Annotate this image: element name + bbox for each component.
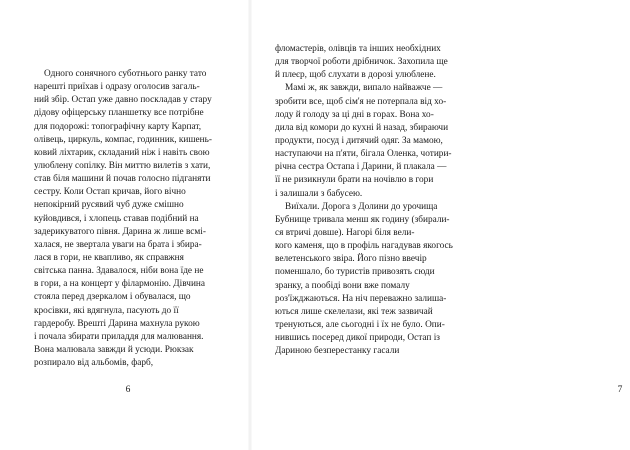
text-line: для подорожі: топографічну карту Карпат, <box>34 121 202 132</box>
text-line: ний збір. Остап уже давно поскладав у стару <box>34 95 212 106</box>
text-line: Бубнище тривала менш як годину (збирали- <box>275 214 450 225</box>
text-line: наступаючи на п'яти, бігала Оленка, чотири- <box>275 149 452 160</box>
text-line: для творчої роботи дрібничок. Захопила ще <box>275 57 448 68</box>
text-line: Мамі ж, як завжди, випало найважче — <box>285 83 443 94</box>
text-line: ся втричі довше). Нагорі біля вели- <box>275 227 415 238</box>
text-line: олівець, циркуль, компас, годинник, кишень- <box>34 134 212 145</box>
left-page <box>0 0 250 450</box>
right-page-text <box>275 43 465 358</box>
text-line: дідову офіцерську планшетку все потрібне <box>34 108 204 119</box>
text-line: продукти, посуд і дитячий одяг. За мамою, <box>275 135 443 146</box>
text-line: халася, не звертала уваги на брата і збира- <box>34 239 202 250</box>
text-line: її не ризикнули брати на ночівлю в гори <box>275 175 434 186</box>
text-line: ються лише скелелази, які теж зазвичай <box>275 306 433 317</box>
text-line: Вона малювала завжди й усюди. Рюкзак <box>34 344 194 355</box>
text-line: стояла перед дзеркалом і обувалася, що <box>34 292 191 303</box>
text-line: розпирало від альбомів, фарб, <box>34 358 154 369</box>
text-line: лася в гори, не квапливо, як справжня <box>34 252 184 263</box>
text-line: зробити все, щоб сім'я не потерпала від хо- <box>275 96 447 107</box>
text-line: кого каменя, що в профіль нагадував якогось <box>275 241 453 252</box>
text-line: і почала збирати приладдя для малювання. <box>34 331 204 342</box>
text-line: і залишали з бабусею. <box>275 188 363 199</box>
text-line: велетенського звіра. Його пізно ввечір <box>275 254 427 265</box>
text-line: зранку, а пообіді вони вже помалу <box>275 280 410 291</box>
text-line: нившись посеред дикої природи, Остап із <box>275 333 440 344</box>
text-line: гардеробу. Врешті Дарина махнула рукою <box>34 318 200 329</box>
left-page-number: 6 <box>125 385 131 395</box>
text-line: річна сестра Остапа і Дарини, й плакала — <box>275 162 447 173</box>
text-line: ковий ліхтарик, складаний ніж і навіть свою <box>34 147 210 158</box>
text-line: нарешті приїхав і одразу оголосив загаль- <box>34 82 200 93</box>
text-line: фломастерів, олівців та інших необхідних <box>275 44 441 54</box>
right-page-number: 7 <box>617 385 623 395</box>
text-line: лоду й голоду за ці дні в горах. Вона хо- <box>275 109 434 120</box>
text-line: Виїхали. Дорога з Долини до урочища <box>285 201 438 212</box>
left-page-text <box>34 68 223 370</box>
text-line: сестру. Коли Остап кричав, його вічно <box>34 187 186 198</box>
text-line: тренуються, але сьогодні і їх не було. Опи- <box>275 319 445 330</box>
text-line: в гори, а на концерт у філармонію. Дівчина <box>34 279 206 290</box>
text-line: непокірний русявий чуб дуже смішно <box>34 200 184 211</box>
text-line: дила від комори до кухні й назад, збираючи <box>275 122 449 133</box>
text-line: улюблену сопілку. Він миттю вилетів з хати, <box>34 160 211 171</box>
text-line: роз'їжджаються. На ніч переважно залиша- <box>275 293 447 304</box>
text-line: й плеєр, щоб слухати в дорозі улюблене. <box>275 70 436 81</box>
text-line: кросівки, які вдягнула, пасують до її <box>34 305 179 316</box>
text-line: світська панна. Здавалося, ніби вона їде не <box>34 266 204 277</box>
text-line: Одного сонячного суботнього ранку тато <box>44 69 207 79</box>
text-line: задерикуватого півня. Дарина ж лише всмі- <box>34 226 206 237</box>
text-line: став біля машини й почав голосно підганяти <box>34 174 211 185</box>
text-line: Дариною безперестанку гасали <box>275 346 400 357</box>
text-line: поменшало, бо туристів привозять сюди <box>275 267 435 278</box>
text-line: куйовдився, і хлопець ставав подібний на <box>34 213 199 224</box>
